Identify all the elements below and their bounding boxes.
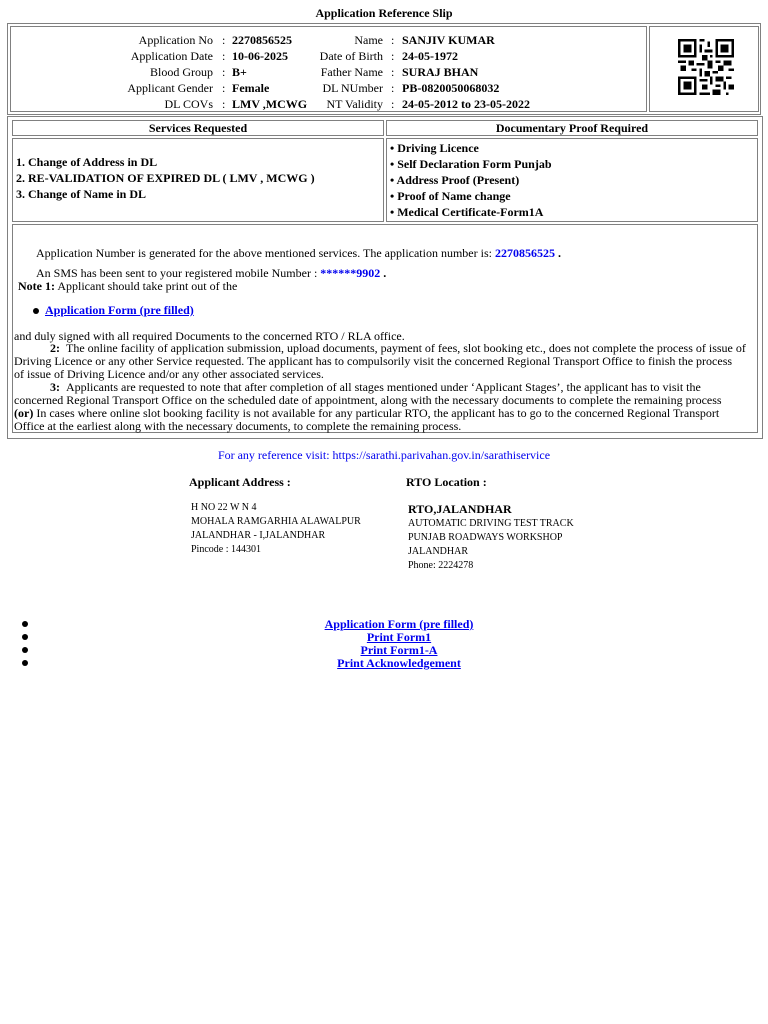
- qr-code-panel: [649, 26, 759, 112]
- qr-code-icon: [678, 39, 734, 95]
- page-title: Application Reference Slip: [315, 6, 453, 20]
- list-item: • Medical Certificate-Form1A: [390, 205, 544, 219]
- note-2: [14, 342, 756, 381]
- list-item: 1. Change of Address in DL: [16, 155, 158, 169]
- application-date-label: Application Date: [130, 49, 213, 63]
- sms-text: An SMS has been sent to your registered mobile Number :: [36, 266, 318, 280]
- rto-line: JALANDHAR: [408, 546, 468, 557]
- dl-covs-label: DL COVs: [164, 97, 213, 111]
- address-line: JALANDHAR - I,JALANDHAR: [191, 530, 326, 541]
- gender-value: Female: [232, 81, 270, 95]
- print-form1a-link[interactable]: Print Form1-A: [360, 643, 438, 657]
- applicant-details-panel: [10, 26, 647, 112]
- address-line: H NO 22 W N 4: [191, 502, 257, 513]
- list-item: 3. Change of Name in DL: [16, 187, 147, 201]
- rto-line: PUNJAB ROADWAYS WORKSHOP: [408, 532, 563, 543]
- note-1-label: Note 1:: [18, 279, 55, 293]
- separator: :: [391, 65, 395, 79]
- note-2-line: of issue of Driving Licence and/or any other associated services.: [14, 367, 324, 381]
- dl-number-label: DL NUmber: [322, 81, 383, 95]
- rto-name: RTO,JALANDHAR: [408, 502, 512, 516]
- note-2-line: Driving Licence or any other Service requested. The applicant has to compulsorily visit the concerned Regional Transport Office to finish the process: [14, 354, 733, 368]
- address-line: MOHALA RAMGARHIA ALAWALPUR: [191, 516, 361, 527]
- print-form1-link[interactable]: Print Form1: [366, 630, 432, 644]
- father-name-label: Father Name: [320, 65, 383, 79]
- rto-location-heading: RTO Location :: [406, 475, 487, 489]
- list-item: • Driving Licence: [390, 141, 479, 155]
- app-number-value: 2270856525: [494, 246, 555, 260]
- note-2-line: The online facility of application submission, upload documents, payment of fees, slot booking etc., does not complete the process of issue of: [66, 341, 746, 355]
- documentary-proof-header: Documentary Proof Required: [386, 120, 758, 136]
- applicant-details-box: [7, 23, 761, 115]
- separator: :: [222, 97, 226, 111]
- rto-line: AUTOMATIC DRIVING TEST TRACK: [408, 518, 574, 529]
- separator: :: [222, 81, 226, 95]
- note-3-line: Applicants are requested to note that after completion of all stages mentioned under ‘Applicant Stages’, the applicant has to visit the: [66, 380, 701, 394]
- print-acknowledgement-link[interactable]: Print Acknowledgement: [337, 656, 461, 670]
- application-no-label: Application No: [138, 33, 213, 47]
- applicant-address-heading: Applicant Address :: [189, 475, 291, 489]
- dl-covs-value: LMV ,MCWG: [232, 97, 308, 111]
- list-item: 2. RE-VALIDATION OF EXPIRED DL ( LMV , MCWG ): [16, 171, 315, 185]
- period: .: [383, 266, 387, 280]
- list-item: • Address Proof (Present): [390, 173, 520, 187]
- messages-panel: [12, 224, 758, 433]
- services-list: [12, 138, 384, 222]
- note-3-label: 3:: [50, 380, 60, 394]
- duly-signed-text: and duly signed with all required Documents to the concerned RTO / RLA office.: [14, 329, 405, 343]
- list-item: • Proof of Name change: [390, 189, 511, 203]
- separator: :: [222, 65, 226, 79]
- dob-label: Date of Birth: [319, 49, 383, 63]
- dob-value: 24-05-1972: [402, 49, 458, 63]
- rto-block: [408, 501, 574, 573]
- separator: :: [222, 33, 226, 47]
- note-1: [18, 279, 237, 294]
- gender-label: Applicant Gender: [127, 81, 213, 95]
- note-2-label: 2:: [50, 341, 60, 355]
- separator: :: [222, 49, 226, 63]
- address-line: Pincode : 144301: [191, 544, 261, 555]
- separator: :: [391, 33, 395, 47]
- services-requested-header: Services Requested: [12, 120, 384, 136]
- nt-validity-label: NT Validity: [326, 97, 383, 111]
- reference-text: For any reference visit: https://sarathi.parivahan.gov.in/sarathiservice: [217, 448, 551, 462]
- separator: :: [391, 97, 395, 111]
- dl-number-value: PB-0820050068032: [402, 81, 500, 95]
- application-date-value: 10-06-2025: [232, 49, 288, 63]
- app-number-message: [36, 246, 561, 261]
- blood-group-label: Blood Group: [150, 65, 213, 79]
- note-3-line: In cases where online slot booking facility is not available for any particular RTO, the applicant has to go to the concerned Regional Transport: [36, 406, 720, 420]
- proof-list: [386, 138, 758, 222]
- list-item: [0, 657, 768, 670]
- period: .: [557, 246, 561, 260]
- rto-phone: Phone: 2224278: [408, 560, 474, 571]
- mobile-number: ******9902: [320, 266, 381, 280]
- note-3-line: Office at the earliest along with the necessary documents, to complete the remaining process.: [14, 419, 462, 433]
- address-block: [191, 501, 361, 557]
- note-1-text: Applicant should take print out of the: [57, 279, 238, 293]
- father-name-value: SURAJ BHAN: [402, 65, 479, 79]
- application-form-prefilled-link[interactable]: Application Form (pre filled): [324, 617, 474, 631]
- app-number-text: Application Number is generated for the above mentioned services. The application number is:: [36, 246, 492, 260]
- application-no-value: 2270856525: [232, 33, 292, 47]
- bullet: [33, 308, 39, 314]
- nt-validity-value: 24-05-2012 to 23-05-2022: [402, 97, 530, 111]
- note-3: [14, 381, 756, 433]
- name-value: SANJIV KUMAR: [402, 33, 495, 47]
- note-3-line: concerned Regional Transport Office on the scheduled date of appointment, along with the necessary documents to complete the remaining process: [14, 393, 722, 407]
- services-box: [7, 116, 763, 439]
- blood-group-value: B+: [232, 65, 247, 79]
- separator: :: [391, 49, 395, 63]
- application-form-link[interactable]: Application Form (pre filled): [45, 303, 194, 317]
- list-item: • Self Declaration Form Punjab: [390, 157, 552, 171]
- name-label: Name: [354, 33, 383, 47]
- separator: :: [391, 81, 395, 95]
- or-label: (or): [14, 406, 34, 420]
